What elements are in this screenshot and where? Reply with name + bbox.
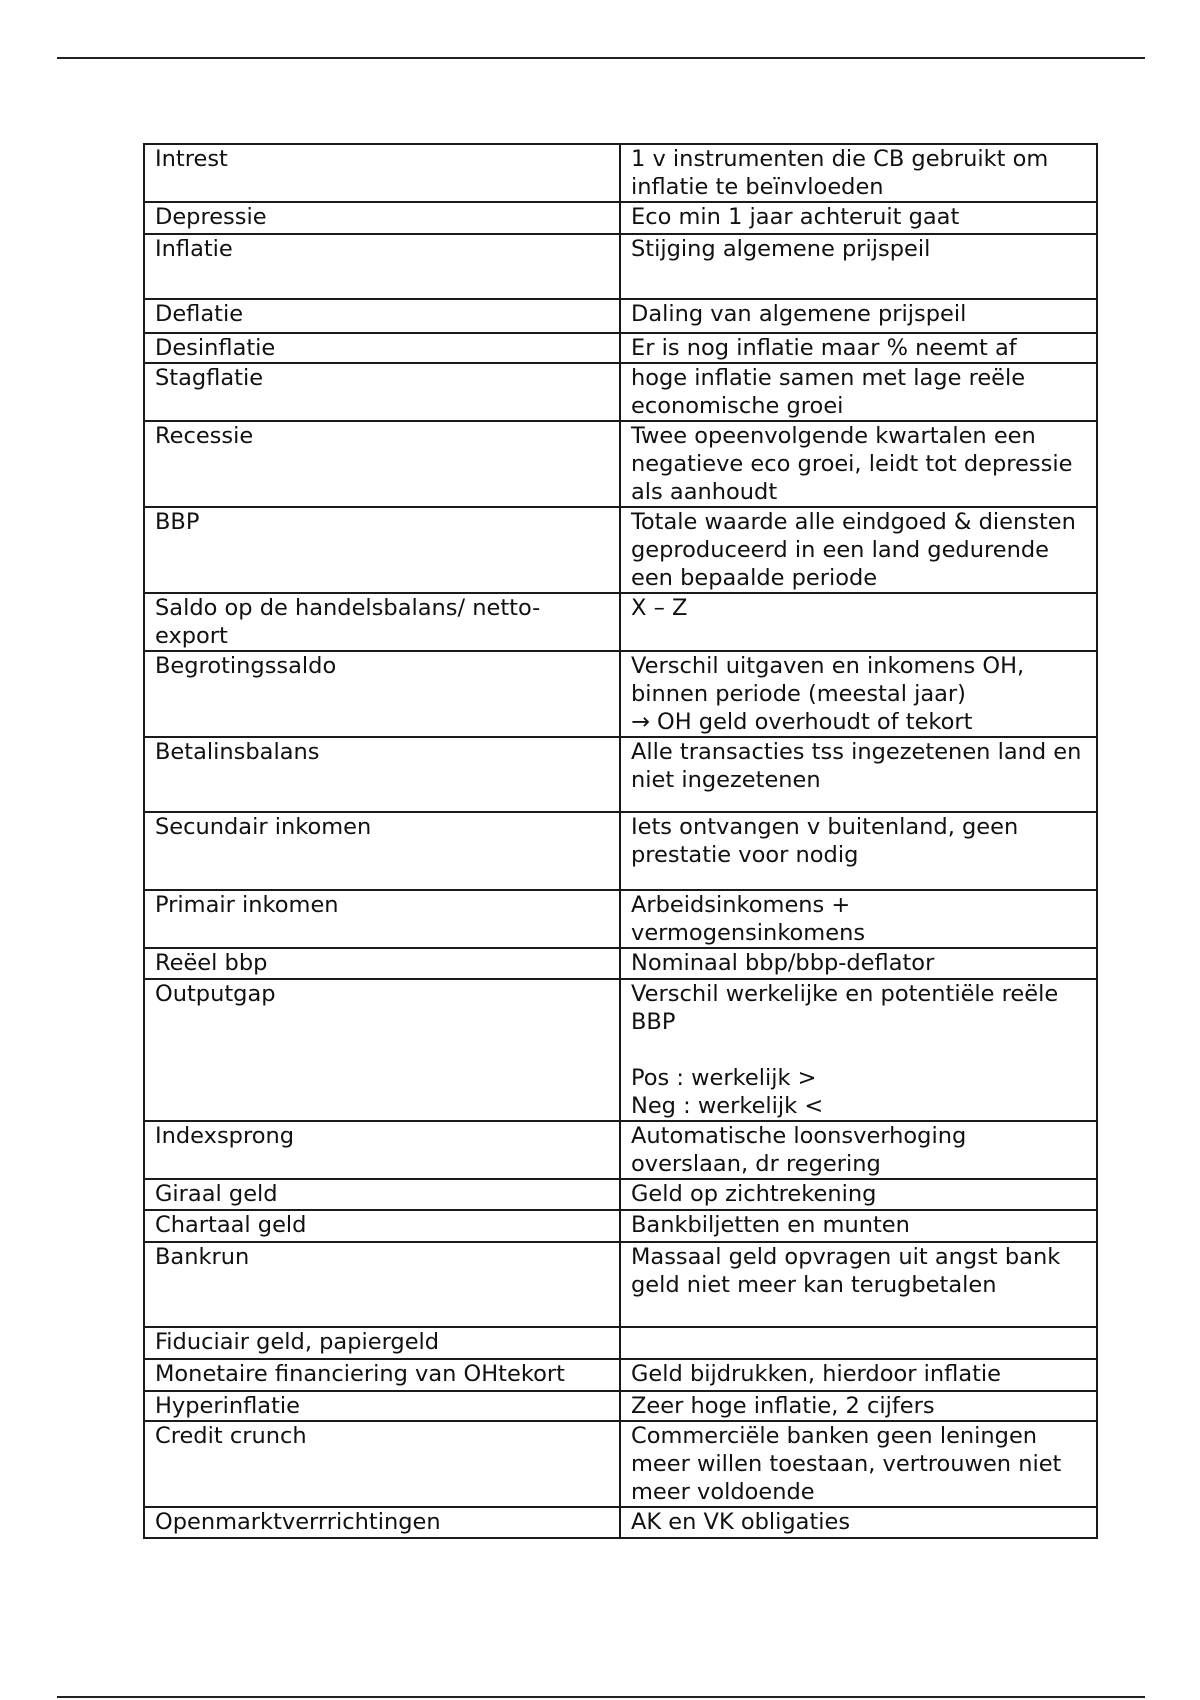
table-row — [144, 1421, 1097, 1507]
definition-line: Daling van algemene prijspeil — [631, 301, 967, 327]
term-cell: Giraal geld — [144, 1179, 620, 1210]
definition-cell — [620, 421, 1097, 507]
definition-cell — [620, 1179, 1097, 1210]
term-cell: Reëel bbp — [144, 948, 620, 979]
definition-cell — [620, 144, 1097, 202]
definition-line: Verschil uitgaven en inkomens OH, binnen periode (meestal jaar) — [631, 653, 1032, 707]
table-row — [144, 507, 1097, 593]
definition-line: X – Z — [631, 595, 688, 621]
definition-cell — [620, 202, 1097, 234]
definition-cell — [620, 948, 1097, 979]
term-cell: Outputgap — [144, 979, 620, 1121]
definition-cell — [620, 651, 1097, 737]
definition-cell — [620, 333, 1097, 363]
definition-line: Commerciële banken geen leningen meer willen toestaan, vertrouwen niet meer voldoende — [631, 1423, 1069, 1505]
term-cell: Fiduciair geld, papiergeld — [144, 1327, 620, 1359]
term-cell: Primair inkomen — [144, 890, 620, 948]
term-cell: Depressie — [144, 202, 620, 234]
table-row — [144, 1121, 1097, 1179]
definition-cell — [620, 1121, 1097, 1179]
definition-line: Totale waarde alle eindgoed & diensten geproduceerd in een land gedurende een bepaalde periode — [631, 509, 1084, 591]
table-row — [144, 1391, 1097, 1421]
definition-line: Er is nog inflatie maar % neemt af — [631, 335, 1017, 361]
table-row — [144, 202, 1097, 234]
term-cell: Recessie — [144, 421, 620, 507]
table-row — [144, 1242, 1097, 1327]
term-cell: Hyperinflatie — [144, 1391, 620, 1421]
definition-line: Neg : werkelijk < — [631, 1093, 824, 1119]
table-row — [144, 234, 1097, 299]
definition-line: Nominaal bbp/bbp-deflator — [631, 950, 935, 976]
definition-line: Geld op zichtrekening — [631, 1181, 877, 1207]
definition-line: Geld bijdrukken, hierdoor inflatie — [631, 1361, 1002, 1387]
definition-cell — [620, 1421, 1097, 1507]
term-cell: Deflatie — [144, 299, 620, 333]
table-row — [144, 363, 1097, 421]
definition-line: Massaal geld opvragen uit angst bank geld niet meer kan terugbetalen — [631, 1244, 1068, 1298]
definition-cell — [620, 234, 1097, 299]
definition-line: Verschil werkelijke en potentiële reële BBP — [631, 981, 1066, 1035]
definition-cell — [620, 1327, 1097, 1359]
table-row — [144, 1210, 1097, 1242]
term-cell: Begrotingssaldo — [144, 651, 620, 737]
glossary-body — [144, 144, 1097, 1538]
definition-line: Eco min 1 jaar achteruit gaat — [631, 204, 960, 230]
table-row — [144, 421, 1097, 507]
term-cell: Openmarktverrrichtingen — [144, 1507, 620, 1538]
definition-line: Stijging algemene prijspeil — [631, 236, 931, 262]
term-cell: Monetaire financiering van OHtekort — [144, 1359, 620, 1391]
term-cell: Stagflatie — [144, 363, 620, 421]
header-rule — [57, 57, 1145, 59]
definition-line: Automatische loonsverhoging overslaan, dr regering — [631, 1123, 974, 1177]
definition-cell — [620, 299, 1097, 333]
footer-rule — [57, 1696, 1145, 1698]
table-row — [144, 593, 1097, 651]
definition-cell — [620, 1359, 1097, 1391]
definition-cell — [620, 979, 1097, 1121]
term-cell: Saldo op de handelsbalans/ netto-export — [144, 593, 620, 651]
table-row — [144, 948, 1097, 979]
table-row — [144, 144, 1097, 202]
definition-line: Pos : werkelijk > — [631, 1065, 817, 1091]
term-cell: Indexsprong — [144, 1121, 620, 1179]
term-cell: Inflatie — [144, 234, 620, 299]
definition-cell — [620, 812, 1097, 890]
term-cell: Bankrun — [144, 1242, 620, 1327]
term-cell: Desinflatie — [144, 333, 620, 363]
definition-cell — [620, 1210, 1097, 1242]
term-cell: Chartaal geld — [144, 1210, 620, 1242]
definition-line: Iets ontvangen v buitenland, geen prestatie voor nodig — [631, 814, 1026, 868]
glossary-table — [143, 143, 1098, 1539]
definition-line: Arbeidsinkomens + vermogensinkomens — [631, 892, 866, 946]
term-cell: Secundair inkomen — [144, 812, 620, 890]
definition-cell — [620, 1391, 1097, 1421]
table-row — [144, 651, 1097, 737]
term-cell: BBP — [144, 507, 620, 593]
table-row — [144, 1507, 1097, 1538]
definition-line: Bankbiljetten en munten — [631, 1212, 910, 1238]
definition-cell — [620, 593, 1097, 651]
definition-line: Twee opeenvolgende kwartalen een negatieve eco groei, leidt tot depressie als aanhoudt — [631, 423, 1080, 505]
definition-cell — [620, 1242, 1097, 1327]
term-cell: Betalinsbalans — [144, 737, 620, 812]
blank-line — [631, 1036, 1088, 1064]
definition-cell — [620, 507, 1097, 593]
definition-line: 1 v instrumenten die CB gebruikt om inflatie te beïnvloeden — [631, 146, 1056, 200]
definition-cell — [620, 363, 1097, 421]
table-row — [144, 1179, 1097, 1210]
table-row — [144, 333, 1097, 363]
table-row — [144, 979, 1097, 1121]
definition-cell — [620, 890, 1097, 948]
table-row — [144, 890, 1097, 948]
definition-cell — [620, 737, 1097, 812]
table-row — [144, 1327, 1097, 1359]
table-row — [144, 1359, 1097, 1391]
definition-line: hoge inflatie samen met lage reële economische groei — [631, 365, 1033, 419]
definition-line: Alle transacties tss ingezetenen land en niet ingezetenen — [631, 739, 1089, 793]
definition-line: Zeer hoge inflatie, 2 cijfers — [631, 1393, 935, 1419]
definition-line: AK en VK obligaties — [631, 1509, 851, 1535]
table-row — [144, 737, 1097, 812]
definition-cell — [620, 1507, 1097, 1538]
table-row — [144, 812, 1097, 890]
table-row — [144, 299, 1097, 333]
term-cell: Credit crunch — [144, 1421, 620, 1507]
term-cell: Intrest — [144, 144, 620, 202]
definition-line: → OH geld overhoudt of tekort — [631, 709, 973, 735]
